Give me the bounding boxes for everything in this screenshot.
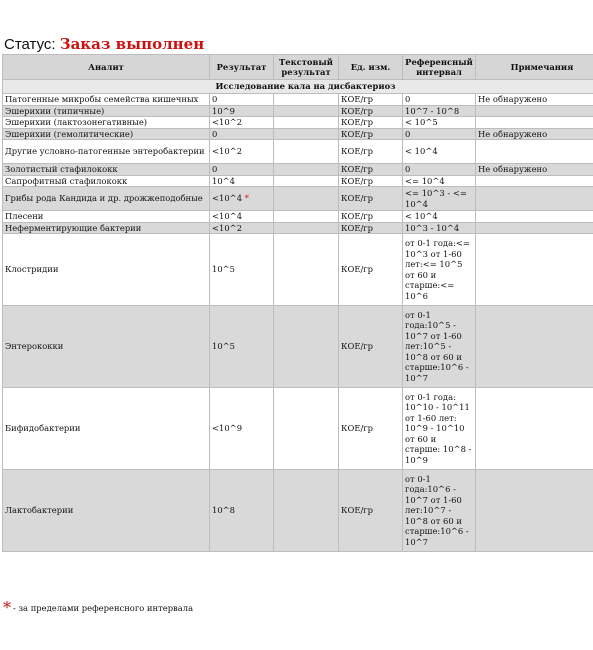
result-cell <box>210 234 274 306</box>
table-row <box>3 105 593 117</box>
notes-cell <box>476 388 593 470</box>
unit-cell <box>339 222 403 234</box>
analyte-cell-text: Другие условно-патогенные энтеробактерии <box>5 146 205 157</box>
text-result-cell <box>274 187 339 211</box>
footnote <box>3 598 193 617</box>
analyte-cell-text: Сапрофитный стафилококк <box>5 175 128 186</box>
unit-cell <box>339 105 403 117</box>
reference-cell-text: от 0-1 года: 10^10 - 10^11 от 1-60 лет: 10^9 - 10^10 от 60 и старше: 10^8 - 10^9 <box>405 391 472 465</box>
reference-cell <box>403 94 476 106</box>
notes-cell-text: Не обнаружено <box>478 164 548 174</box>
reference-cell <box>403 388 476 470</box>
analyte-cell <box>3 105 210 117</box>
notes-cell-text: Не обнаружено <box>478 128 548 139</box>
reference-cell-text: <= 10^4 <box>405 175 445 186</box>
reference-cell-text: от 0-1 года:10^5 - 10^7 от 1-60 лет:10^5 - 10^8 от 60 и старше:10^6 - 10^7 <box>405 309 469 383</box>
unit-cell-text: КОЕ/гр <box>341 146 374 157</box>
reference-cell-text: < 10^5 <box>405 117 438 127</box>
analyte-cell-text: Эшерихии (типичные) <box>5 105 105 116</box>
result-cell-text: 0 <box>212 164 218 174</box>
unit-cell-text: КОЕ/гр <box>341 164 374 174</box>
notes-cell <box>476 94 593 106</box>
col-header-analyte: Аналит <box>3 55 210 80</box>
notes-cell <box>476 222 593 234</box>
unit-cell <box>339 470 403 552</box>
text-result-cell <box>274 388 339 470</box>
unit-cell-text: КОЕ/гр <box>341 128 374 139</box>
reference-cell <box>403 175 476 187</box>
text-result-cell <box>274 175 339 187</box>
reference-cell-text: 10^3 - 10^4 <box>405 222 460 233</box>
text-result-cell <box>274 94 339 106</box>
reference-cell <box>403 117 476 129</box>
analyte-cell-text: Золотистый стафилококк <box>5 164 118 174</box>
reference-cell <box>403 222 476 234</box>
unit-cell-text: КОЕ/гр <box>341 505 374 516</box>
table-row <box>3 234 593 306</box>
unit-cell <box>339 128 403 140</box>
analyte-cell <box>3 234 210 306</box>
analyte-cell <box>3 164 210 176</box>
result-cell <box>210 140 274 164</box>
reference-cell-text: от 0-1 года:10^6 - 10^7 от 1-60 лет:10^7 - 10^8 от 60 и старше:10^6 - 10^7 <box>405 473 469 547</box>
reference-cell <box>403 306 476 388</box>
unit-cell <box>339 117 403 129</box>
unit-cell-text: КОЕ/гр <box>341 423 374 434</box>
status-label: Статус: <box>4 36 60 53</box>
reference-cell-text: <= 10^3 - <= 10^4 <box>405 188 467 209</box>
unit-cell-text: КОЕ/гр <box>341 117 374 127</box>
analyte-cell <box>3 306 210 388</box>
results-table <box>2 54 593 552</box>
reference-cell-text: 0 <box>405 128 411 139</box>
col-header-result: Результат <box>210 55 274 80</box>
text-result-cell <box>274 105 339 117</box>
notes-cell <box>476 211 593 223</box>
section-title: Исследование кала на дисбактериоз <box>3 80 593 94</box>
reference-cell-text: < 10^4 <box>405 211 438 221</box>
section-row <box>3 80 593 94</box>
notes-cell-text: Не обнаружено <box>478 94 548 104</box>
reference-cell <box>403 164 476 176</box>
analyte-cell <box>3 211 210 223</box>
text-result-cell <box>274 222 339 234</box>
table-row <box>3 128 593 140</box>
notes-cell <box>476 140 593 164</box>
table-row <box>3 388 593 470</box>
table-row <box>3 175 593 187</box>
reference-cell <box>403 140 476 164</box>
analyte-cell-text: Патогенные микробы семейства кишечных <box>5 94 199 104</box>
table-row <box>3 187 593 211</box>
result-cell-text: <10^4 <box>212 193 243 204</box>
unit-cell-text: КОЕ/гр <box>341 222 374 233</box>
text-result-cell <box>274 117 339 129</box>
unit-cell <box>339 94 403 106</box>
result-cell <box>210 211 274 223</box>
unit-cell-text: КОЕ/гр <box>341 211 374 221</box>
analyte-cell-text: Эшерихии (лактозонегативные) <box>5 117 148 127</box>
footnote-text: - за пределами референсного интервала <box>13 603 194 613</box>
analyte-cell <box>3 470 210 552</box>
table-row <box>3 306 593 388</box>
unit-cell <box>339 187 403 211</box>
result-cell <box>210 470 274 552</box>
analyte-cell-text: Лактобактерии <box>5 505 74 516</box>
analyte-cell-text: Клостридии <box>5 264 59 275</box>
text-result-cell <box>274 211 339 223</box>
reference-cell <box>403 211 476 223</box>
notes-cell <box>476 187 593 211</box>
reference-cell <box>403 234 476 306</box>
unit-cell <box>339 234 403 306</box>
analyte-cell-text: Эшерихии (гемолитические) <box>5 128 134 139</box>
reference-cell <box>403 128 476 140</box>
analyte-cell <box>3 117 210 129</box>
result-cell <box>210 164 274 176</box>
result-cell <box>210 105 274 117</box>
table-row <box>3 164 593 176</box>
analyte-cell <box>3 140 210 164</box>
result-cell-text: 10^8 <box>212 505 236 516</box>
reference-cell <box>403 187 476 211</box>
analyte-cell <box>3 175 210 187</box>
notes-cell <box>476 470 593 552</box>
reference-cell-text: < 10^4 <box>405 146 438 157</box>
text-result-cell <box>274 234 339 306</box>
notes-cell <box>476 234 593 306</box>
col-header-reference: Референсный интервал <box>403 55 476 80</box>
result-cell <box>210 222 274 234</box>
result-cell <box>210 128 274 140</box>
result-cell <box>210 94 274 106</box>
unit-cell <box>339 211 403 223</box>
analyte-cell <box>3 222 210 234</box>
table-row <box>3 222 593 234</box>
col-header-unit: Ед. изм. <box>339 55 403 80</box>
analyte-cell-text: Энтерококки <box>5 341 64 352</box>
analyte-cell <box>3 187 210 211</box>
unit-cell <box>339 140 403 164</box>
unit-cell <box>339 388 403 470</box>
notes-cell <box>476 164 593 176</box>
text-result-cell <box>274 470 339 552</box>
table-row <box>3 470 593 552</box>
result-cell-text: 10^9 <box>212 105 236 116</box>
reference-cell-text: 10^7 - 10^8 <box>405 105 460 116</box>
notes-cell <box>476 175 593 187</box>
out-of-range-flag: * <box>244 193 249 204</box>
result-cell <box>210 306 274 388</box>
reference-cell <box>403 105 476 117</box>
unit-cell-text: КОЕ/гр <box>341 193 374 204</box>
result-cell-text: 10^5 <box>212 264 236 275</box>
status-value: Заказ выполнен <box>59 35 205 53</box>
text-result-cell <box>274 140 339 164</box>
result-cell-text: <10^4 <box>212 211 243 221</box>
notes-cell <box>476 105 593 117</box>
result-cell <box>210 187 274 211</box>
table-row <box>3 140 593 164</box>
analyte-cell <box>3 388 210 470</box>
result-cell <box>210 175 274 187</box>
text-result-cell <box>274 306 339 388</box>
notes-cell <box>476 128 593 140</box>
result-cell-text: 0 <box>212 128 218 139</box>
analyte-cell-text: Неферментирующие бактерии <box>5 222 142 233</box>
col-header-text-result: Текстовый результат <box>274 55 339 80</box>
table-row <box>3 94 593 106</box>
result-cell-text: <10^9 <box>212 423 243 434</box>
table-row <box>3 117 593 129</box>
analyte-cell-text: Бифидобактерии <box>5 423 81 434</box>
result-cell-text: 10^5 <box>212 341 236 352</box>
result-cell-text: 10^4 <box>212 175 236 186</box>
order-status <box>4 35 204 54</box>
table-header-row <box>3 55 593 80</box>
result-cell-text: <10^2 <box>212 146 243 157</box>
unit-cell <box>339 306 403 388</box>
unit-cell-text: КОЕ/гр <box>341 341 374 352</box>
table-row <box>3 211 593 223</box>
analyte-cell <box>3 94 210 106</box>
unit-cell-text: КОЕ/гр <box>341 264 374 275</box>
col-header-notes: Примечания <box>476 55 593 80</box>
analyte-cell-text: Грибы рода Кандида и др. дрожжеподобные <box>5 193 203 204</box>
result-cell <box>210 117 274 129</box>
result-cell <box>210 388 274 470</box>
unit-cell <box>339 164 403 176</box>
analyte-cell <box>3 128 210 140</box>
unit-cell-text: КОЕ/гр <box>341 175 374 186</box>
unit-cell <box>339 175 403 187</box>
text-result-cell <box>274 128 339 140</box>
reference-cell-text: 0 <box>405 164 411 174</box>
analyte-cell-text: Плесени <box>5 211 44 221</box>
result-cell-text: 0 <box>212 94 218 104</box>
unit-cell-text: КОЕ/гр <box>341 94 374 104</box>
result-cell-text: <10^2 <box>212 117 243 127</box>
notes-cell <box>476 117 593 129</box>
result-cell-text: <10^2 <box>212 222 243 233</box>
footnote-star: * <box>3 598 11 617</box>
reference-cell-text: 0 <box>405 94 411 104</box>
unit-cell-text: КОЕ/гр <box>341 105 374 116</box>
reference-cell <box>403 470 476 552</box>
text-result-cell <box>274 164 339 176</box>
notes-cell <box>476 306 593 388</box>
reference-cell-text: от 0-1 года:<= 10^3 от 1-60 лет:<= 10^5 от 60 и старше:<= 10^6 <box>405 238 470 301</box>
